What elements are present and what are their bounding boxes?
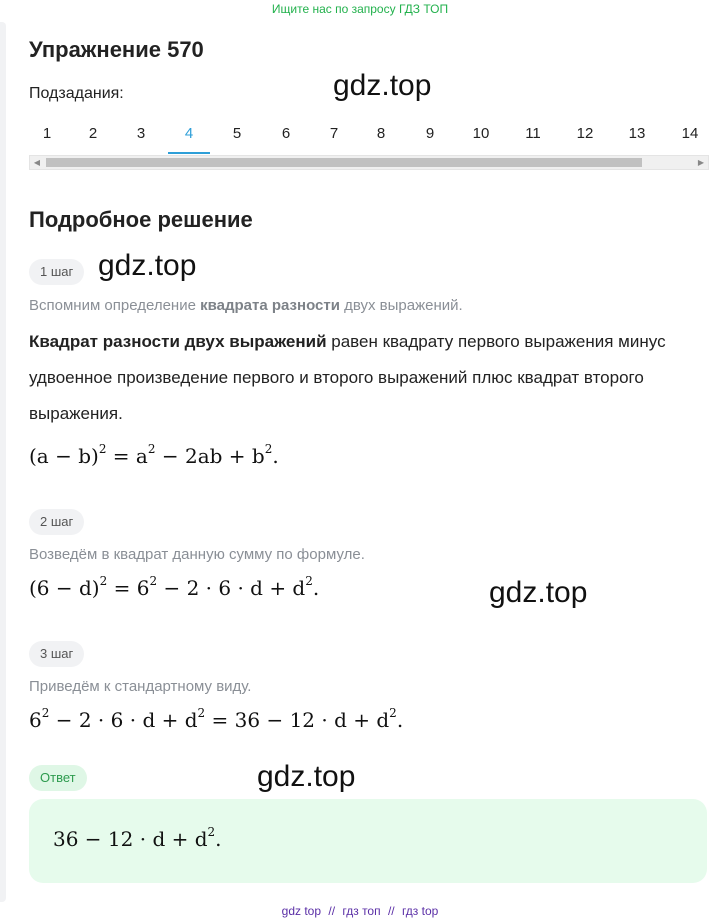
scroll-thumb[interactable] (46, 158, 642, 167)
footer-separator: // (328, 904, 336, 918)
answer-badge: Ответ (29, 765, 87, 791)
watermark: gdz.top (489, 576, 588, 609)
tabs-scrollbar[interactable] (29, 155, 709, 170)
tab-2[interactable]: 2 (88, 125, 98, 142)
subtasks-label: Подзадания: (29, 85, 124, 102)
answer-formula: $36 - 12 \cdot d + d^2$. (53, 825, 222, 851)
scroll-left-arrow-icon[interactable]: ◀ (33, 158, 41, 167)
top-banner[interactable]: Ищите нас по запросу ГДЗ ТОП (271, 2, 449, 16)
section-title: Подробное решение (29, 207, 253, 232)
step-3-badge: 3 шаг (29, 641, 84, 667)
scroll-right-arrow-icon[interactable]: ▶ (697, 158, 705, 167)
step-3-hint: Приведём к стандартному виду. (29, 678, 252, 695)
step-1-definition: Квадрат разности двух выражений равен квадрату первого выражения минус удвоенное произведение первого и второго выражений плюс квадрат второго выражения. (29, 332, 666, 423)
footer-links (0, 904, 720, 918)
tab-1[interactable]: 1 (42, 125, 52, 142)
step-1-formula: $(a - b)^2 = a^2 - 2ab + b^2$. (29, 442, 279, 468)
tab-6[interactable]: 6 (281, 125, 291, 142)
watermark: gdz.top (333, 69, 432, 102)
answer-box (29, 799, 707, 883)
watermark: gdz.top (98, 249, 197, 282)
step-2-badge: 2 шаг (29, 509, 84, 535)
step-3-formula: $6^2 - 2 \cdot 6 \cdot d + d^2 = 36 - 12 \cdot d + d^2$. (29, 706, 404, 732)
tab-8[interactable]: 8 (376, 125, 386, 142)
footer-link[interactable]: гдз топ (342, 904, 381, 918)
tab-12[interactable]: 12 (576, 125, 594, 142)
watermark: gdz.top (257, 760, 356, 793)
left-rail (0, 22, 6, 902)
tab-7[interactable]: 7 (329, 125, 339, 142)
tab-4[interactable]: 4 (169, 120, 209, 154)
step-2-hint: Возведём в квадрат данную сумму по формуле. (29, 546, 365, 563)
tab-11[interactable]: 11 (525, 125, 541, 142)
tab-5[interactable]: 5 (232, 125, 242, 142)
page-title: Упражнение 570 (29, 37, 204, 62)
step-1-badge: 1 шаг (29, 259, 84, 285)
tab-3[interactable]: 3 (136, 125, 146, 142)
footer-separator: // (387, 904, 395, 918)
tab-9[interactable]: 9 (425, 125, 435, 142)
tab-13[interactable]: 13 (628, 125, 646, 142)
footer-link[interactable]: гдз top (401, 904, 439, 918)
step-1-hint: Вспомним определение квадрата разности двух выражений. (29, 297, 463, 314)
step-2-formula: $(6 - d)^2 = 6^2 - 2 \cdot 6 \cdot d + d^2$. (29, 574, 320, 600)
footer-link[interactable]: gdz top (281, 904, 322, 918)
tab-14[interactable]: 14 (681, 125, 699, 142)
subtask-tabs (22, 120, 712, 154)
tab-10[interactable]: 10 (472, 125, 490, 142)
